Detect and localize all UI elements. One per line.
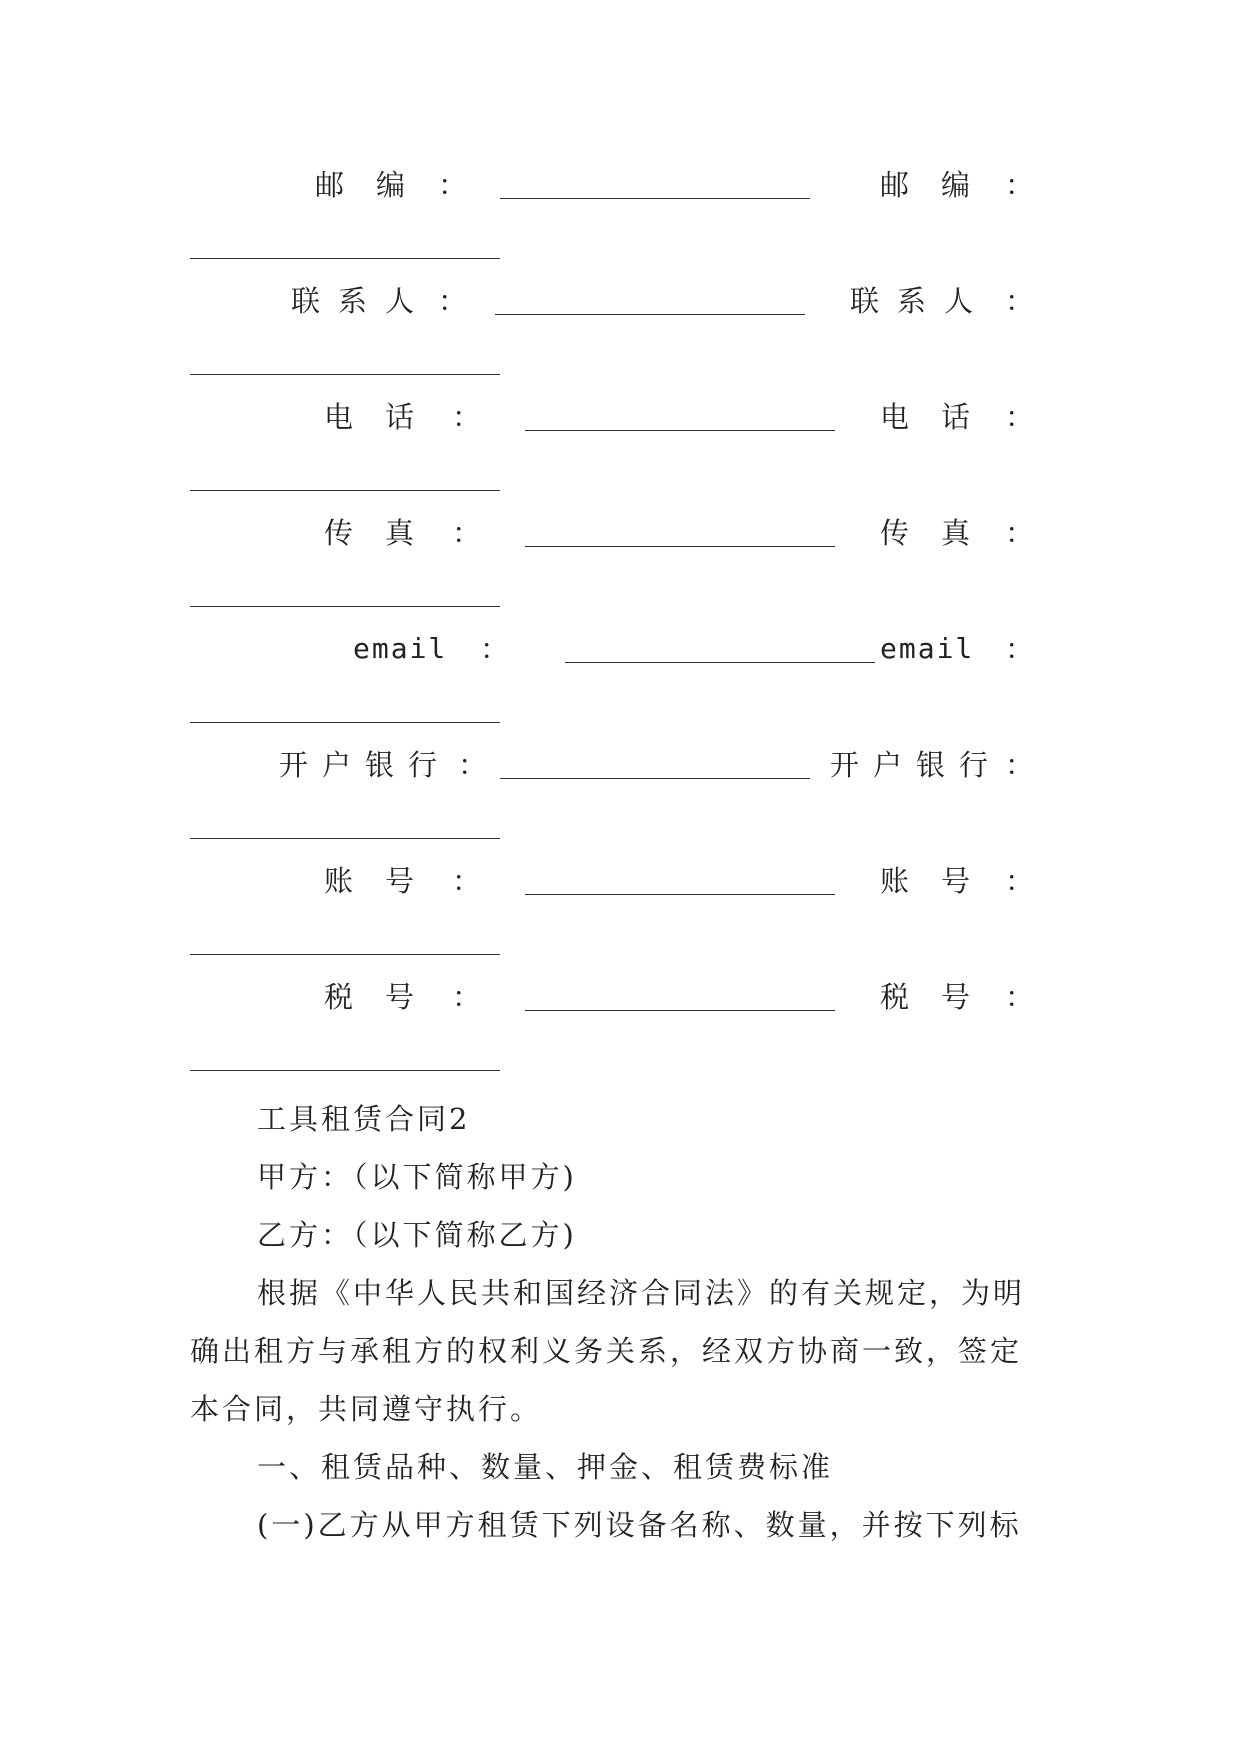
left-colon: ： — [452, 980, 482, 1014]
right-label-account: 账号 — [880, 864, 1003, 898]
right-label-bank: 开户银行 — [830, 748, 1003, 782]
right-blank-bank[interactable] — [190, 838, 500, 839]
right-label-fax: 传真 — [880, 516, 1003, 550]
left-label-fax: 传真 — [324, 516, 447, 550]
left-label-account: 账号 — [324, 864, 447, 898]
field-row-email — [190, 624, 1040, 744]
right-blank-tax-id[interactable] — [190, 1070, 500, 1071]
left-colon: ： — [438, 284, 468, 318]
section-1-heading: 一、租赁品种、数量、押金、租赁费标准 — [257, 1450, 834, 1484]
party-a-line: 甲方：（以下简称甲方) — [257, 1160, 577, 1194]
party-b-line: 乙方：（以下简称乙方) — [257, 1218, 577, 1252]
left-blank-contact[interactable] — [495, 314, 805, 315]
field-row-fax — [190, 508, 1040, 628]
left-colon: ： — [458, 748, 488, 782]
intro-line-3: 本合同，共同遵守执行。 — [190, 1392, 543, 1426]
right-blank-email[interactable] — [190, 722, 500, 723]
right-blank-fax[interactable] — [190, 606, 500, 607]
right-label-email: email — [880, 632, 975, 665]
left-label-email: email — [353, 632, 448, 665]
left-blank-tax-id[interactable] — [525, 1010, 835, 1011]
field-row-phone — [190, 392, 1040, 512]
field-row-account — [190, 856, 1040, 976]
left-colon: ： — [452, 864, 482, 898]
right-blank-account[interactable] — [190, 954, 500, 955]
left-blank-phone[interactable] — [525, 430, 835, 431]
left-label-bank: 开户银行 — [279, 748, 452, 782]
right-colon: ： — [1005, 632, 1035, 666]
right-colon: ： — [1005, 864, 1035, 898]
left-label-phone: 电话 — [324, 400, 447, 434]
right-colon: ： — [1005, 168, 1035, 202]
left-colon: ： — [452, 516, 482, 550]
right-blank-phone[interactable] — [190, 490, 500, 491]
field-row-contact — [190, 276, 1040, 396]
field-row-bank — [190, 740, 1040, 860]
left-label-contact: 联系人 — [291, 284, 433, 318]
left-blank-bank[interactable] — [500, 778, 810, 779]
left-blank-postcode[interactable] — [500, 198, 810, 199]
field-row-tax-id — [190, 972, 1040, 1092]
right-blank-postcode[interactable] — [190, 258, 500, 259]
right-colon: ： — [1005, 980, 1035, 1014]
right-label-phone: 电话 — [880, 400, 1003, 434]
left-colon: ： — [452, 400, 482, 434]
left-colon: ： — [438, 168, 468, 202]
right-label-postcode: 邮编 — [880, 168, 1003, 202]
left-label-tax-id: 税号 — [324, 980, 447, 1014]
left-blank-email[interactable] — [565, 662, 875, 663]
left-colon: ： — [480, 632, 510, 666]
left-label-postcode: 邮编 — [315, 168, 438, 202]
contract-title: 工具租赁合同2 — [257, 1102, 471, 1136]
intro-line-1: 根据《中华人民共和国经济合同法》的有关规定，为明 — [257, 1276, 1026, 1310]
right-colon: ： — [1005, 516, 1035, 550]
right-blank-contact[interactable] — [190, 374, 500, 375]
right-colon: ： — [1005, 748, 1035, 782]
right-colon: ： — [1005, 400, 1035, 434]
intro-line-2: 确出租方与承租方的权利义务关系，经双方协商一致，签定 — [190, 1334, 1023, 1368]
field-row-postcode — [190, 160, 1040, 280]
left-blank-account[interactable] — [525, 894, 835, 895]
right-label-contact: 联系人 — [850, 284, 992, 318]
left-blank-fax[interactable] — [525, 546, 835, 547]
right-label-tax-id: 税号 — [880, 980, 1003, 1014]
section-1-clause-1: (一)乙方从甲方租赁下列设备名称、数量，并按下列标 — [257, 1508, 1022, 1542]
right-colon: ： — [1005, 284, 1035, 318]
